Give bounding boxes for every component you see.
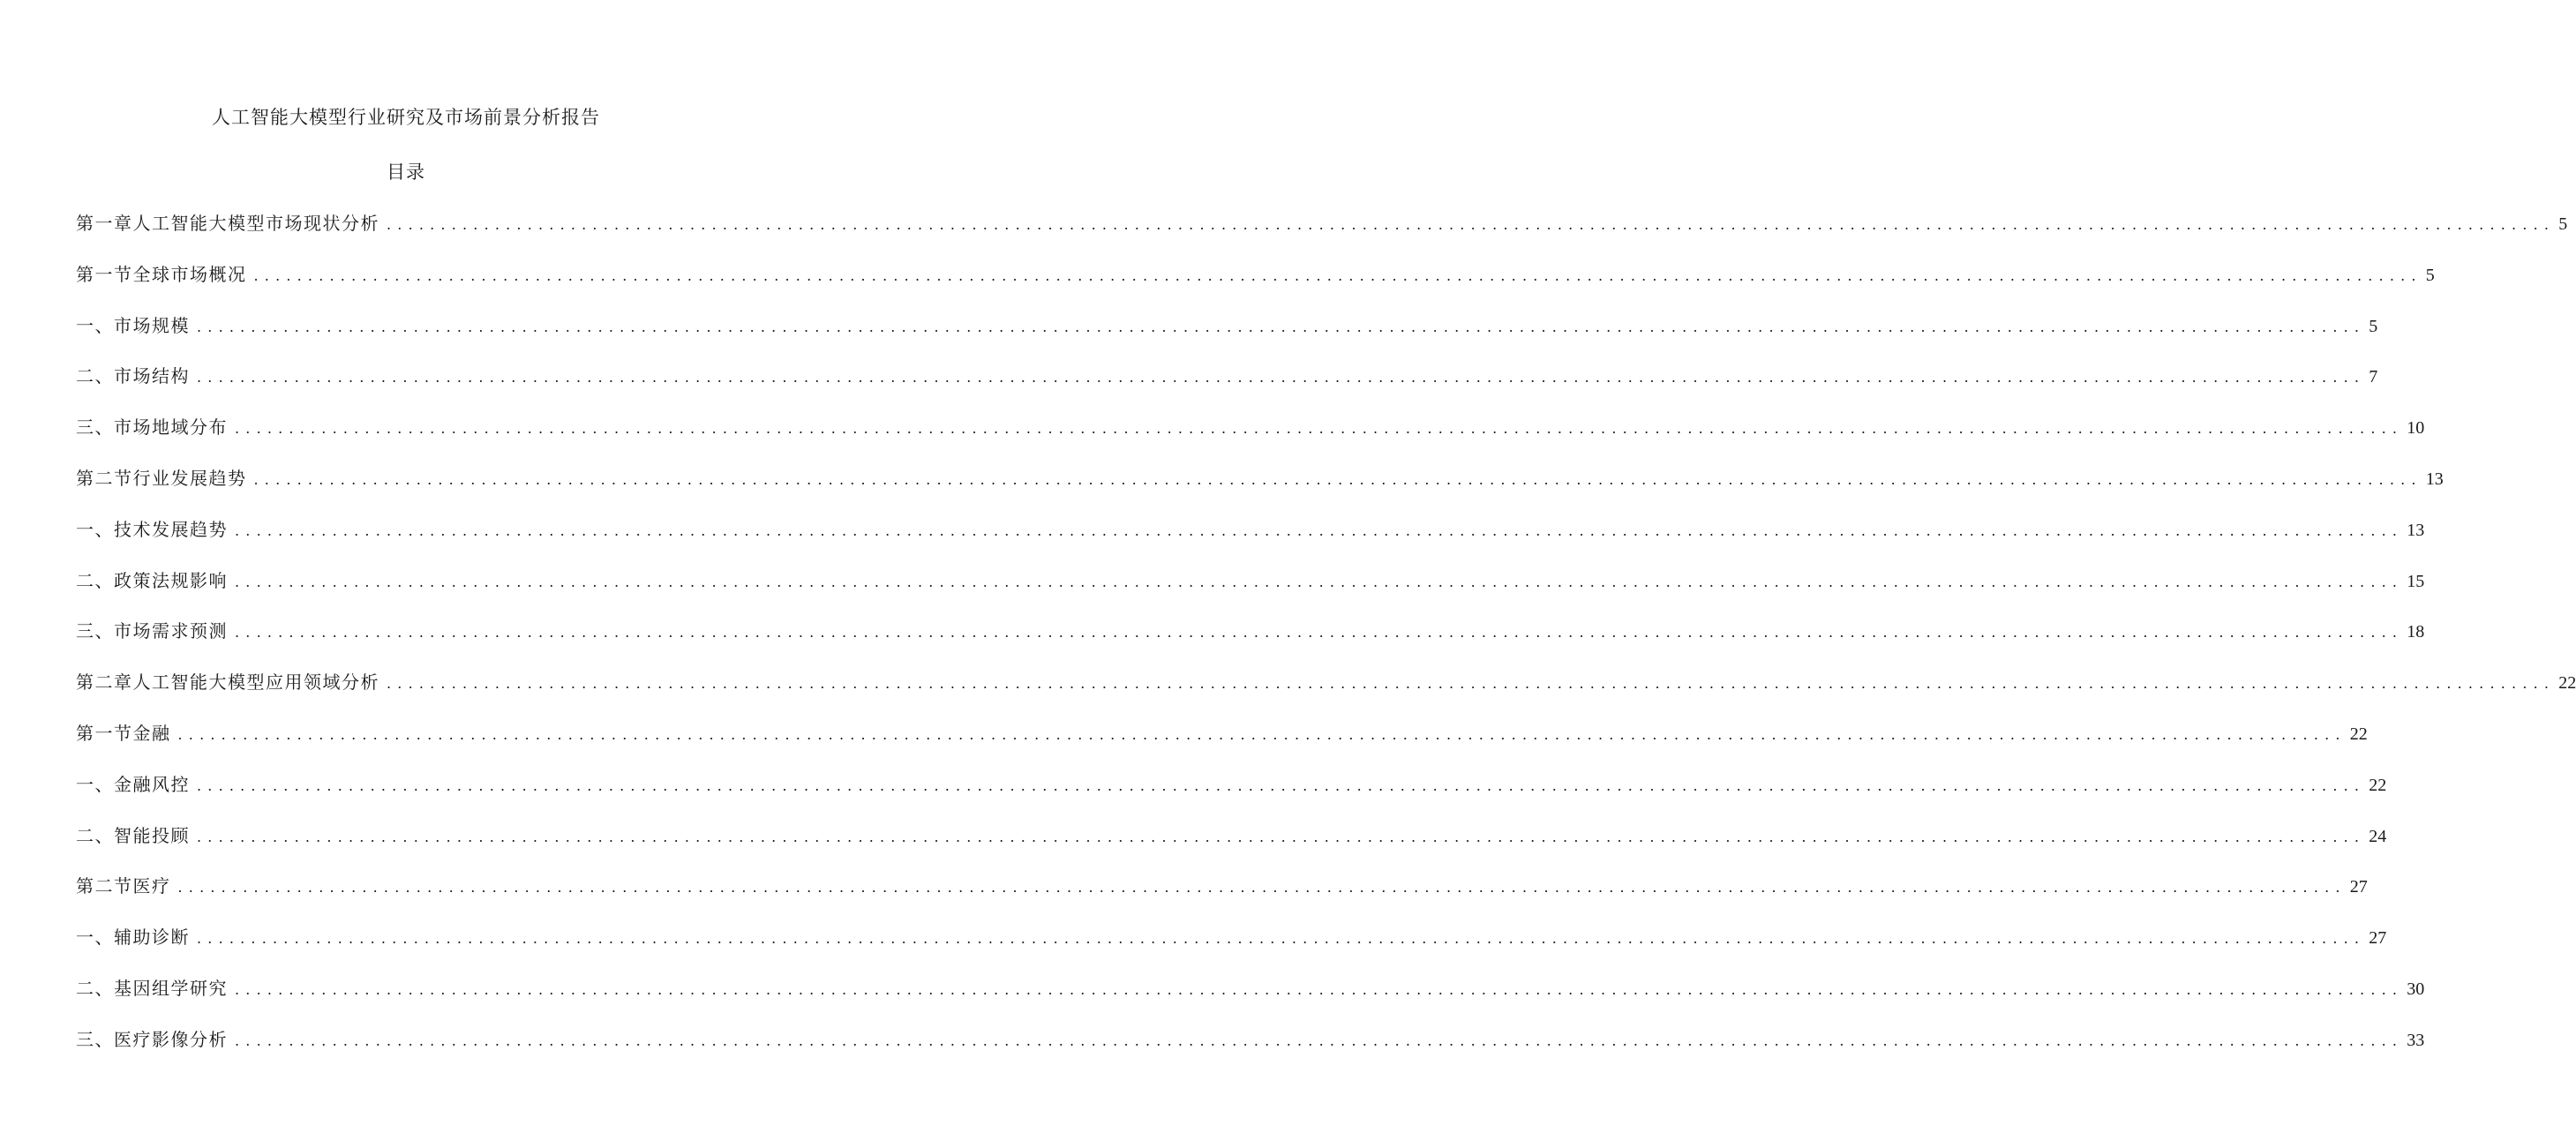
toc-entry-page: 30	[2407, 979, 2425, 999]
toc-entry-page: 22	[2369, 775, 2387, 795]
toc-entry[interactable]	[76, 822, 2387, 874]
document-title: 人工智能大模型行业研究及市场前景分析报告	[212, 107, 600, 128]
toc-entry[interactable]	[76, 210, 2568, 261]
toc-entry[interactable]	[76, 363, 2378, 414]
toc-entry[interactable]	[76, 975, 2425, 1026]
toc-entry[interactable]	[76, 873, 2368, 924]
toc-entry-page: 5	[2425, 265, 2435, 285]
toc-dot-leader: ........................................................................................................................................................................................................	[235, 573, 2404, 590]
toc-entry[interactable]	[76, 924, 2387, 975]
toc-entry-page: 13	[2407, 520, 2425, 540]
toc-entry-label: 二、智能投顾	[76, 824, 190, 846]
toc-entry-page: 18	[2407, 622, 2425, 642]
toc-dot-leader: ........................................................................................................................................................................................................	[197, 777, 2366, 794]
toc-entry-label: 一、市场规模	[76, 314, 190, 336]
toc-entry-page: 13	[2425, 469, 2444, 489]
toc-dot-leader: ........................................................................................................................................................................................................	[235, 420, 2404, 438]
toc-entry[interactable]	[76, 567, 2425, 619]
toc-entry[interactable]	[76, 312, 2378, 364]
toc-entry-page: 27	[2369, 928, 2387, 949]
toc-entry-page: 15	[2407, 571, 2425, 591]
toc-dot-leader: ........................................................................................................................................................................................................	[253, 266, 2422, 284]
toc-entry-label: 第二章人工智能大模型应用领域分析	[76, 672, 379, 694]
table-of-contents	[76, 210, 2576, 1077]
toc-entry-page: 24	[2369, 826, 2387, 846]
toc-dot-leader: ........................................................................................................................................................................................................	[235, 980, 2404, 998]
toc-entry-label: 二、市场结构	[76, 365, 190, 387]
toc-entry-label: 一、金融风控	[76, 773, 190, 795]
toc-entry[interactable]	[76, 771, 2387, 822]
toc-entry-label: 第一章人工智能大模型市场现状分析	[76, 213, 379, 234]
toc-entry[interactable]	[76, 516, 2425, 567]
toc-entry-page: 7	[2369, 367, 2378, 387]
toc-dot-leader: ........................................................................................................................................................................................................	[197, 369, 2366, 386]
toc-dot-leader: ........................................................................................................................................................................................................	[235, 521, 2404, 539]
toc-entry-label: 三、市场地域分布	[76, 416, 228, 439]
toc-heading: 目录	[387, 161, 425, 183]
toc-entry-page: 22	[2558, 673, 2576, 694]
toc-entry-label: 三、市场需求预测	[76, 620, 228, 642]
toc-dot-leader: ........................................................................................................................................................................................................	[177, 879, 2347, 897]
toc-entry-page: 5	[2558, 214, 2568, 234]
toc-entry[interactable]	[76, 414, 2425, 465]
toc-entry[interactable]	[76, 669, 2576, 720]
toc-entry-label: 第二节行业发展趋势	[76, 467, 247, 489]
toc-entry[interactable]	[76, 1026, 2425, 1077]
toc-entry-page: 10	[2407, 418, 2425, 439]
toc-entry-page: 33	[2407, 1030, 2425, 1050]
toc-dot-leader: ........................................................................................................................................................................................................	[387, 216, 2556, 233]
toc-entry-label: 二、政策法规影响	[76, 569, 228, 591]
toc-entry[interactable]	[76, 261, 2435, 312]
toc-dot-leader: ........................................................................................................................................................................................................	[235, 1032, 2404, 1049]
toc-entry-label: 三、医疗影像分析	[76, 1028, 228, 1050]
toc-dot-leader: ........................................................................................................................................................................................................	[197, 318, 2366, 335]
toc-entry-page: 5	[2369, 316, 2378, 336]
toc-dot-leader: ........................................................................................................................................................................................................	[197, 828, 2366, 845]
toc-dot-leader: ........................................................................................................................................................................................................	[235, 624, 2404, 642]
toc-entry-label: 一、辅助诊断	[76, 927, 190, 949]
toc-entry-label: 第二节医疗	[76, 875, 171, 897]
toc-dot-leader: ........................................................................................................................................................................................................	[177, 725, 2347, 743]
toc-entry-label: 一、技术发展趋势	[76, 518, 228, 540]
toc-dot-leader: ........................................................................................................................................................................................................	[387, 675, 2556, 693]
toc-entry-page: 27	[2349, 877, 2368, 897]
toc-dot-leader: ........................................................................................................................................................................................................	[253, 470, 2422, 488]
toc-entry-label: 第一节金融	[76, 722, 171, 744]
toc-entry-label: 第一节全球市场概况	[76, 263, 247, 285]
toc-entry[interactable]	[76, 618, 2425, 669]
toc-entry[interactable]	[76, 465, 2444, 516]
toc-entry-label: 二、基因组学研究	[76, 977, 228, 999]
toc-entry[interactable]	[76, 720, 2368, 771]
toc-dot-leader: ........................................................................................................................................................................................................	[197, 930, 2366, 948]
toc-entry-page: 22	[2349, 724, 2368, 744]
